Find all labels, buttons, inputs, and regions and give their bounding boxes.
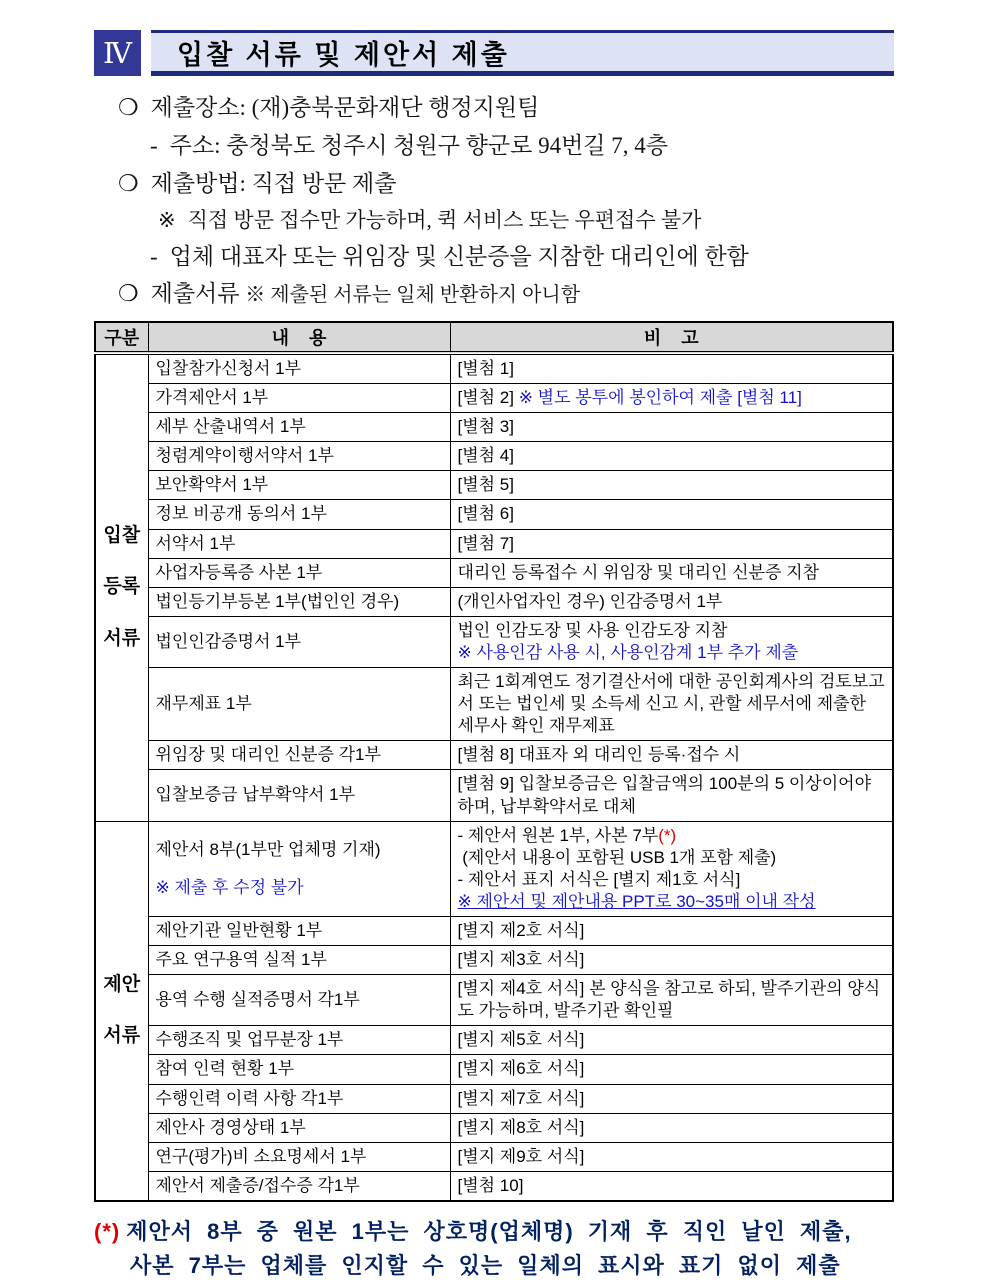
dash-bullet-icon: - — [150, 243, 158, 269]
intro-bullet-list — [94, 94, 894, 309]
page-title: 입찰 서류 및 제안서 제출 — [177, 39, 510, 70]
content-cell — [148, 353, 450, 384]
footnote-line-2 — [94, 1249, 894, 1283]
table-row — [95, 442, 893, 471]
cell-line — [156, 1088, 443, 1110]
remark-cell — [450, 413, 893, 442]
cell-line — [156, 631, 443, 653]
content-cell — [148, 1113, 450, 1142]
cell-text: [별지 제6호 서식] — [457, 1059, 585, 1079]
cell-text: [별지 제3호 서식] — [457, 950, 585, 970]
content-cell — [148, 770, 450, 821]
remark-cell — [450, 500, 893, 529]
cell-text: 위임장 및 대리인 신분증 각1부 — [155, 745, 381, 765]
table-row — [95, 916, 893, 945]
cell-text: ※ 제안서 및 제안내용 PPT로 30~35매 이내 작성 — [457, 891, 816, 911]
cell-text: [별지 제5호 서식] — [457, 1030, 585, 1050]
remark-cell — [450, 821, 893, 916]
table-row — [95, 529, 893, 558]
cell-text: (개인사업자인 경우) 인감증명서 1부 — [457, 591, 723, 611]
group-label-cell — [95, 353, 148, 821]
cell-line — [458, 1058, 886, 1080]
remark-cell — [450, 384, 893, 413]
cell-line — [156, 920, 443, 942]
content-cell — [148, 587, 450, 616]
cell-line — [156, 358, 443, 380]
table-row — [95, 500, 893, 529]
remark-cell — [450, 1026, 893, 1055]
cell-line — [458, 591, 886, 613]
content-cell — [148, 1142, 450, 1171]
table-row — [95, 1084, 893, 1113]
cell-text: 법인 인감도장 및 사용 인감도장 지참 — [457, 620, 728, 640]
cell-line — [458, 920, 886, 942]
remark-cell — [450, 471, 893, 500]
cell-text: 법인등기부등본 1부(법인인 경우) — [155, 591, 400, 611]
table-row — [95, 1026, 893, 1055]
remark-cell — [450, 975, 893, 1026]
cell-text: [별첨 10] — [457, 1175, 524, 1195]
cell-text: [별지 제2호 서식] — [457, 920, 585, 940]
cell-line — [156, 474, 443, 496]
cell-line — [458, 671, 886, 737]
cell-line — [458, 847, 886, 869]
cell-text: [별첨 2] — [457, 388, 519, 408]
group-label-line: 입찰 — [103, 524, 141, 546]
footnote-asterisk-marker: (*) — [94, 1218, 121, 1244]
col-header-category: 구분 — [95, 322, 148, 353]
reference-mark-icon: ※ — [158, 208, 176, 233]
remark-cell — [450, 587, 893, 616]
content-cell — [148, 1026, 450, 1055]
cell-text: 대리인 등록접수 시 위임장 및 대리인 신분증 지참 — [457, 562, 820, 582]
table-header-row — [95, 322, 893, 353]
table-row — [95, 471, 893, 500]
content-cell — [148, 471, 450, 500]
cell-text: [별첨 8] 대표자 외 대리인 등록·접수 시 — [457, 745, 741, 765]
content-cell — [148, 413, 450, 442]
cell-text: [별첨 9] 입찰보증금은 입찰금액의 100분의 5 이상이어야 하며, 납부확약서로 대체 — [457, 774, 876, 816]
cell-text: 최근 1회계연도 정기결산서에 대한 공인회계사의 검토보고서 또는 법인세 및 소득세 신고 시, 관할 세무서에 제출한 세무사 확인 재무제표 — [457, 672, 885, 736]
intro-text: 주소: 충청북도 청주시 청원구 향군로 94번길 7, 4층 — [169, 132, 668, 158]
cell-text: 재무제표 1부 — [155, 694, 252, 714]
cell-line — [458, 474, 886, 496]
cell-text: [별첨 5] — [457, 475, 514, 495]
cell-line — [458, 1117, 886, 1139]
table-row — [95, 668, 893, 741]
circle-bullet-icon: ❍ — [118, 170, 139, 196]
content-cell — [148, 442, 450, 471]
cell-text: [별지 제4호 서식] 본 양식을 참고로 하되, 발주기관의 양식도 가능하며, 발주기관 확인필 — [457, 979, 881, 1021]
circle-bullet-icon: ❍ — [118, 95, 139, 120]
cell-line — [156, 562, 443, 584]
cell-text: ※ 별도 봉투에 봉인하여 제출 [별첨 11] — [518, 388, 802, 408]
remark-cell — [450, 1084, 893, 1113]
content-cell — [148, 1084, 450, 1113]
group-label-line: 제안 — [103, 973, 141, 995]
cell-line — [458, 642, 886, 664]
section-header — [94, 30, 894, 76]
remark-cell — [450, 558, 893, 587]
table-row — [95, 1113, 893, 1142]
remark-cell — [450, 1113, 893, 1142]
cell-line — [458, 416, 886, 438]
cell-line — [458, 891, 886, 913]
intro-line — [94, 132, 894, 161]
cell-text: 법인인감증명서 1부 — [155, 631, 302, 651]
cell-line — [156, 784, 443, 806]
cell-line — [458, 562, 886, 584]
group-label-cell — [95, 821, 148, 1201]
content-cell — [148, 821, 450, 916]
content-cell — [148, 529, 450, 558]
remark-cell — [450, 1142, 893, 1171]
remark-cell — [450, 1055, 893, 1084]
cell-text: [별첨 4] — [457, 446, 514, 466]
content-cell — [148, 384, 450, 413]
cell-text: ※ 제출 후 수정 불가 — [155, 877, 304, 897]
table-row — [95, 1055, 893, 1084]
cell-text: 참여 인력 현황 1부 — [155, 1059, 295, 1079]
cell-line — [458, 825, 886, 847]
intro-line — [94, 170, 894, 199]
remark-cell — [450, 668, 893, 741]
col-header-remark: 비 고 — [450, 322, 893, 353]
dash-bullet-icon: - — [150, 132, 158, 158]
cell-line — [156, 1058, 443, 1080]
cell-text: 세부 산출내역서 1부 — [155, 417, 306, 437]
cell-line — [156, 416, 443, 438]
group-label-line: 서류 — [103, 628, 141, 650]
table-row — [95, 587, 893, 616]
table-row — [95, 413, 893, 442]
cell-text: 제안기관 일반현황 1부 — [155, 920, 323, 940]
cell-line — [458, 744, 886, 766]
cell-line — [458, 869, 886, 891]
cell-text: 수행조직 및 업무분장 1부 — [155, 1030, 344, 1050]
cell-line — [458, 978, 886, 1022]
cell-text: 용역 수행 실적증명서 각1부 — [155, 990, 360, 1010]
footnote-text-1: 제안서 8부 중 원본 1부는 상호명(업체명) 기재 후 직인 날인 제출, — [126, 1218, 852, 1244]
content-cell — [148, 668, 450, 741]
table-row — [95, 975, 893, 1026]
cell-text: 보안확약서 1부 — [155, 475, 269, 495]
table-row — [95, 946, 893, 975]
cell-line — [458, 445, 886, 467]
cell-line — [458, 1175, 886, 1197]
cell-line — [458, 620, 886, 642]
remark-cell — [450, 946, 893, 975]
intro-text: 제출장소: (재)충북문화재단 행정지원팀 — [150, 95, 540, 120]
intro-text: 제출방법: 직접 방문 제출 — [150, 170, 397, 196]
table-row — [95, 770, 893, 821]
cell-text: [별지 제7호 서식] — [457, 1088, 585, 1108]
cell-text: 입찰보증금 납부확약서 1부 — [155, 785, 356, 805]
cell-text: 주요 연구용역 실적 1부 — [155, 950, 327, 970]
remark-cell — [450, 616, 893, 667]
intro-line — [94, 207, 894, 233]
content-cell — [148, 1055, 450, 1084]
cell-text: [별첨 1] — [457, 359, 514, 378]
document-page — [94, 0, 894, 1283]
cell-line — [458, 503, 886, 525]
cell-line — [156, 693, 443, 715]
cell-line — [156, 591, 443, 613]
cell-line — [458, 533, 886, 555]
content-cell — [148, 946, 450, 975]
footnote — [94, 1215, 894, 1283]
intro-text: 제출서류 — [150, 281, 246, 307]
cell-text: 제안사 경영상태 1부 — [155, 1117, 306, 1137]
table-row — [95, 741, 893, 770]
intro-text: 직접 방문 접수만 가능하며, 퀵 서비스 또는 우편접수 불가 — [187, 208, 702, 233]
remark-cell — [450, 916, 893, 945]
group-label-line: 등록 — [103, 576, 141, 598]
cell-text: 제안서 8부(1부만 업체명 기재) — [155, 839, 381, 859]
content-cell — [148, 916, 450, 945]
cell-text: - 제안서 원본 1부, 사본 7부 — [457, 825, 659, 845]
cell-line — [156, 387, 443, 409]
cell-line — [458, 773, 886, 817]
cell-text: ※ 사용인감 사용 시, 사용인감계 1부 추가 제출 — [457, 642, 799, 662]
intro-line — [94, 280, 894, 309]
cell-text: [별첨 6] — [457, 504, 514, 524]
cell-text: 청렴계약이행서약서 1부 — [155, 446, 334, 466]
table-row — [95, 1142, 893, 1171]
cell-line — [458, 1146, 886, 1168]
cell-line — [156, 949, 443, 971]
group-label-line: 서류 — [103, 1025, 141, 1047]
cell-line — [156, 445, 443, 467]
footnote-text-2: 사본 7부는 업체를 인지할 수 있는 일체의 표시와 표기 없이 제출 — [130, 1253, 841, 1278]
remark-cell — [450, 770, 893, 821]
intro-text: 업체 대표자 또는 위임장 및 신분증을 지참한 대리인에 한함 — [169, 243, 749, 269]
footnote-line-1 — [94, 1215, 894, 1249]
cell-line — [156, 533, 443, 555]
content-cell — [148, 500, 450, 529]
cell-line — [458, 1029, 886, 1051]
cell-line — [458, 1088, 886, 1110]
content-cell — [148, 558, 450, 587]
table-row — [95, 558, 893, 587]
intro-text: ※ 제출된 서류는 일체 반환하지 아니함 — [245, 284, 581, 307]
table-row — [95, 353, 893, 384]
cell-text: (제안서 내용이 포함된 USB 1개 포함 제출) — [457, 847, 777, 867]
content-cell — [148, 1171, 450, 1201]
cell-text: (*) — [658, 825, 677, 845]
cell-line — [156, 503, 443, 525]
cell-line — [156, 877, 443, 899]
content-cell — [148, 741, 450, 770]
cell-text: [별지 제9호 서식] — [457, 1146, 585, 1166]
cell-line — [156, 1117, 443, 1139]
cell-text: 가격제안서 1부 — [155, 388, 269, 408]
table-row — [95, 821, 893, 916]
cell-line — [156, 839, 443, 861]
cell-text: 사업자등록증 사본 1부 — [155, 562, 323, 582]
cell-text: 연구(평가)비 소요명세서 1부 — [155, 1146, 367, 1166]
cell-line — [458, 358, 886, 380]
cell-text: - 제안서 표지 서식은 [별지 제1호 서식] — [457, 869, 741, 889]
intro-line — [94, 243, 894, 272]
remark-cell — [450, 353, 893, 384]
section-number-badge: Ⅳ — [94, 30, 141, 76]
section-title-bar — [151, 30, 894, 76]
content-cell — [148, 616, 450, 667]
cell-line — [156, 1175, 443, 1197]
cell-text: 정보 비공개 동의서 1부 — [155, 504, 327, 524]
cell-text: 제안서 제출증/접수증 각1부 — [155, 1175, 360, 1195]
cell-line — [458, 387, 886, 409]
cell-text: 서약서 1부 — [155, 533, 236, 553]
remark-cell — [450, 741, 893, 770]
remark-cell — [450, 529, 893, 558]
table-row — [95, 384, 893, 413]
cell-text: 입찰참가신청서 1부 — [155, 359, 302, 378]
table-row — [95, 616, 893, 667]
cell-text: [별지 제8호 서식] — [457, 1117, 585, 1137]
table-row — [95, 1171, 893, 1201]
cell-line — [156, 1146, 443, 1168]
intro-line — [94, 94, 894, 123]
remark-cell — [450, 442, 893, 471]
remark-cell — [450, 1171, 893, 1201]
content-cell — [148, 975, 450, 1026]
circle-bullet-icon: ❍ — [118, 281, 139, 307]
cell-line — [458, 949, 886, 971]
cell-text: 수행인력 이력 사항 각1부 — [155, 1088, 344, 1108]
col-header-content: 내 용 — [148, 322, 450, 353]
cell-line — [156, 744, 443, 766]
cell-text: [별첨 3] — [457, 417, 514, 437]
submission-documents-table — [94, 321, 894, 1202]
cell-line — [156, 1029, 443, 1051]
cell-line — [156, 989, 443, 1011]
cell-text: [별첨 7] — [457, 533, 514, 553]
